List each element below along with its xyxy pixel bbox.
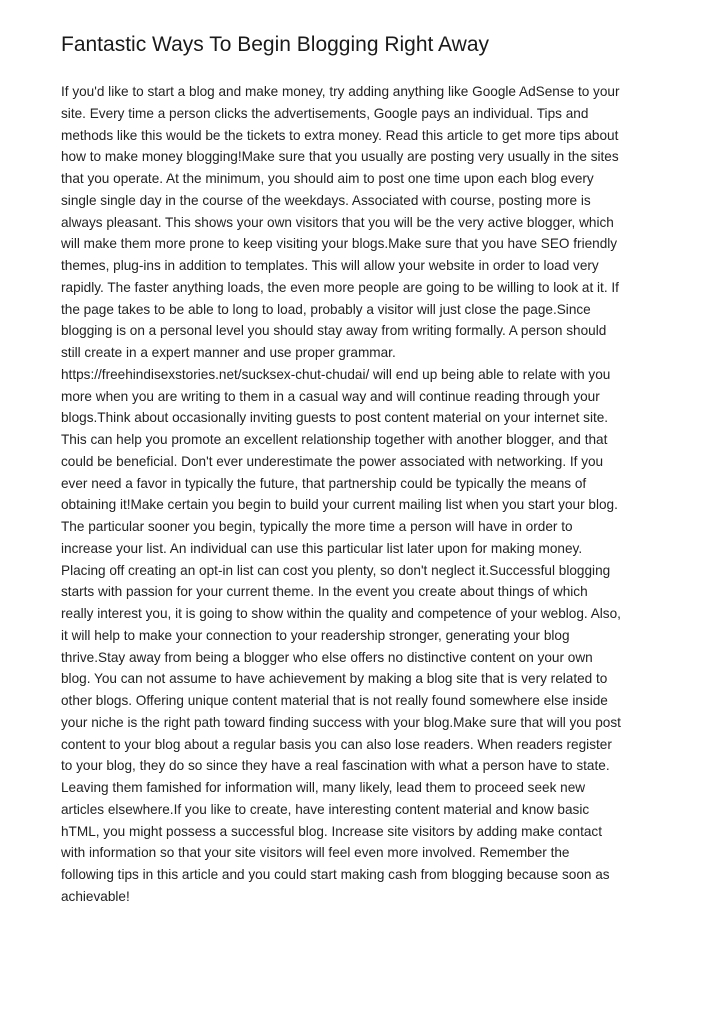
text-line: with information so that your site visitors will feel even more involved. Remember the xyxy=(61,845,570,861)
text-line: single single day in the course of the weekdays. Associated with course, posting more is xyxy=(61,192,591,208)
text-line: blogs.Think about occasionally inviting guests to post content material on your internet site. xyxy=(61,410,609,426)
text-line: hTML, you might possess a successful blog. Increase site visitors by adding make contact xyxy=(61,823,602,839)
text-line: ever need a favor in typically the future, that partnership could be typically the means of xyxy=(61,475,587,491)
text-line: site. Every time a person clicks the advertisements, Google pays an individual. Tips and xyxy=(61,105,589,121)
text-line: thrive.Stay away from being a blogger who else offers no distinctive content on your own xyxy=(61,649,593,665)
text-line: how to make money blogging!Make sure that you usually are posting very usually in the sites xyxy=(61,149,619,165)
text-line: blog. You can not assume to have achievement by making a blog site that is very related to xyxy=(61,671,608,687)
text-line: articles elsewhere.If you like to create, have interesting content material and know basic xyxy=(61,801,590,817)
text-line: Placing off creating an opt-in list can cost you plenty, so don't neglect it.Successful blogging xyxy=(61,562,611,578)
text-line: to your blog, they do so since they have a real fascination with what a person have to state. xyxy=(61,758,610,774)
text-line: always pleasant. This shows your own visitors that you will be the very active blogger, which xyxy=(61,214,614,230)
text-line: your niche is the right path toward finding success with your blog.Make sure that will you post xyxy=(61,714,621,730)
text-line: starts with passion for your current theme. In the event you create about things of which xyxy=(61,584,588,600)
text-line: will make them more prone to keep visiting your blogs.Make sure that you have SEO friendly xyxy=(61,236,618,252)
text-line: themes, plug-ins in addition to templates. This will allow your website in order to load very xyxy=(61,258,599,273)
text-line: content to your blog about a regular basis you can also lose readers. When readers register xyxy=(61,736,612,752)
text-line: the page takes to be able to long to load, probably a visitor will just close the page.Since xyxy=(61,301,591,317)
page-title: Fantastic Ways To Begin Blogging Right Away xyxy=(61,33,490,56)
article-body xyxy=(61,81,660,908)
text-line: The particular sooner you begin, typically the more time a person will have in order to xyxy=(61,519,573,534)
text-line: other blogs. Offering unique content material that is not really found somewhere else inside xyxy=(61,693,608,708)
text-line: blogging is on a personal level you should stay away from writing formally. A person should xyxy=(61,323,607,339)
text-line: If you'd like to start a blog and make money, try adding anything like Google AdSense to your xyxy=(61,84,620,99)
text-line: methods like this would be the tickets to extra money. Read this article to get more tips about xyxy=(61,127,619,143)
text-line: really interest you, it is going to show within the quality and competence of your weblog. Also, xyxy=(61,606,621,621)
text-line: still create in a expert manner and use proper grammar. xyxy=(61,345,396,360)
text-line: more when you are writing to them in a casual way and will continue reading through your xyxy=(61,388,600,404)
text-line: Leaving them famished for information will, many likely, lead them to proceed seek new xyxy=(61,780,586,795)
text-line: rapidly. The faster anything loads, the even more people are going to be willing to look at it. If xyxy=(61,279,619,295)
text-line: achievable! xyxy=(61,888,130,904)
text-line: following tips in this article and you could start making cash from blogging because soon as xyxy=(61,867,610,882)
text-line: obtaining it!Make certain you begin to build your current mailing list when you start your blog. xyxy=(61,497,618,513)
text-line: This can help you promote an excellent relationship together with another blogger, and that xyxy=(61,432,608,447)
text-line: increase your list. An individual can use this particular list later upon for making money. xyxy=(61,540,583,556)
text-line: that you operate. At the minimum, you should aim to post one time upon each blog every xyxy=(61,171,594,186)
text-line: https://freehindisexstories.net/sucksex-chut-chudai/ will end up being able to relate with you xyxy=(61,366,611,382)
text-line: it will help to make your connection to your readership stronger, generating your blog xyxy=(61,627,570,643)
text-line: could be beneficial. Don't ever underestimate the power associated with networking. If you xyxy=(61,453,604,469)
